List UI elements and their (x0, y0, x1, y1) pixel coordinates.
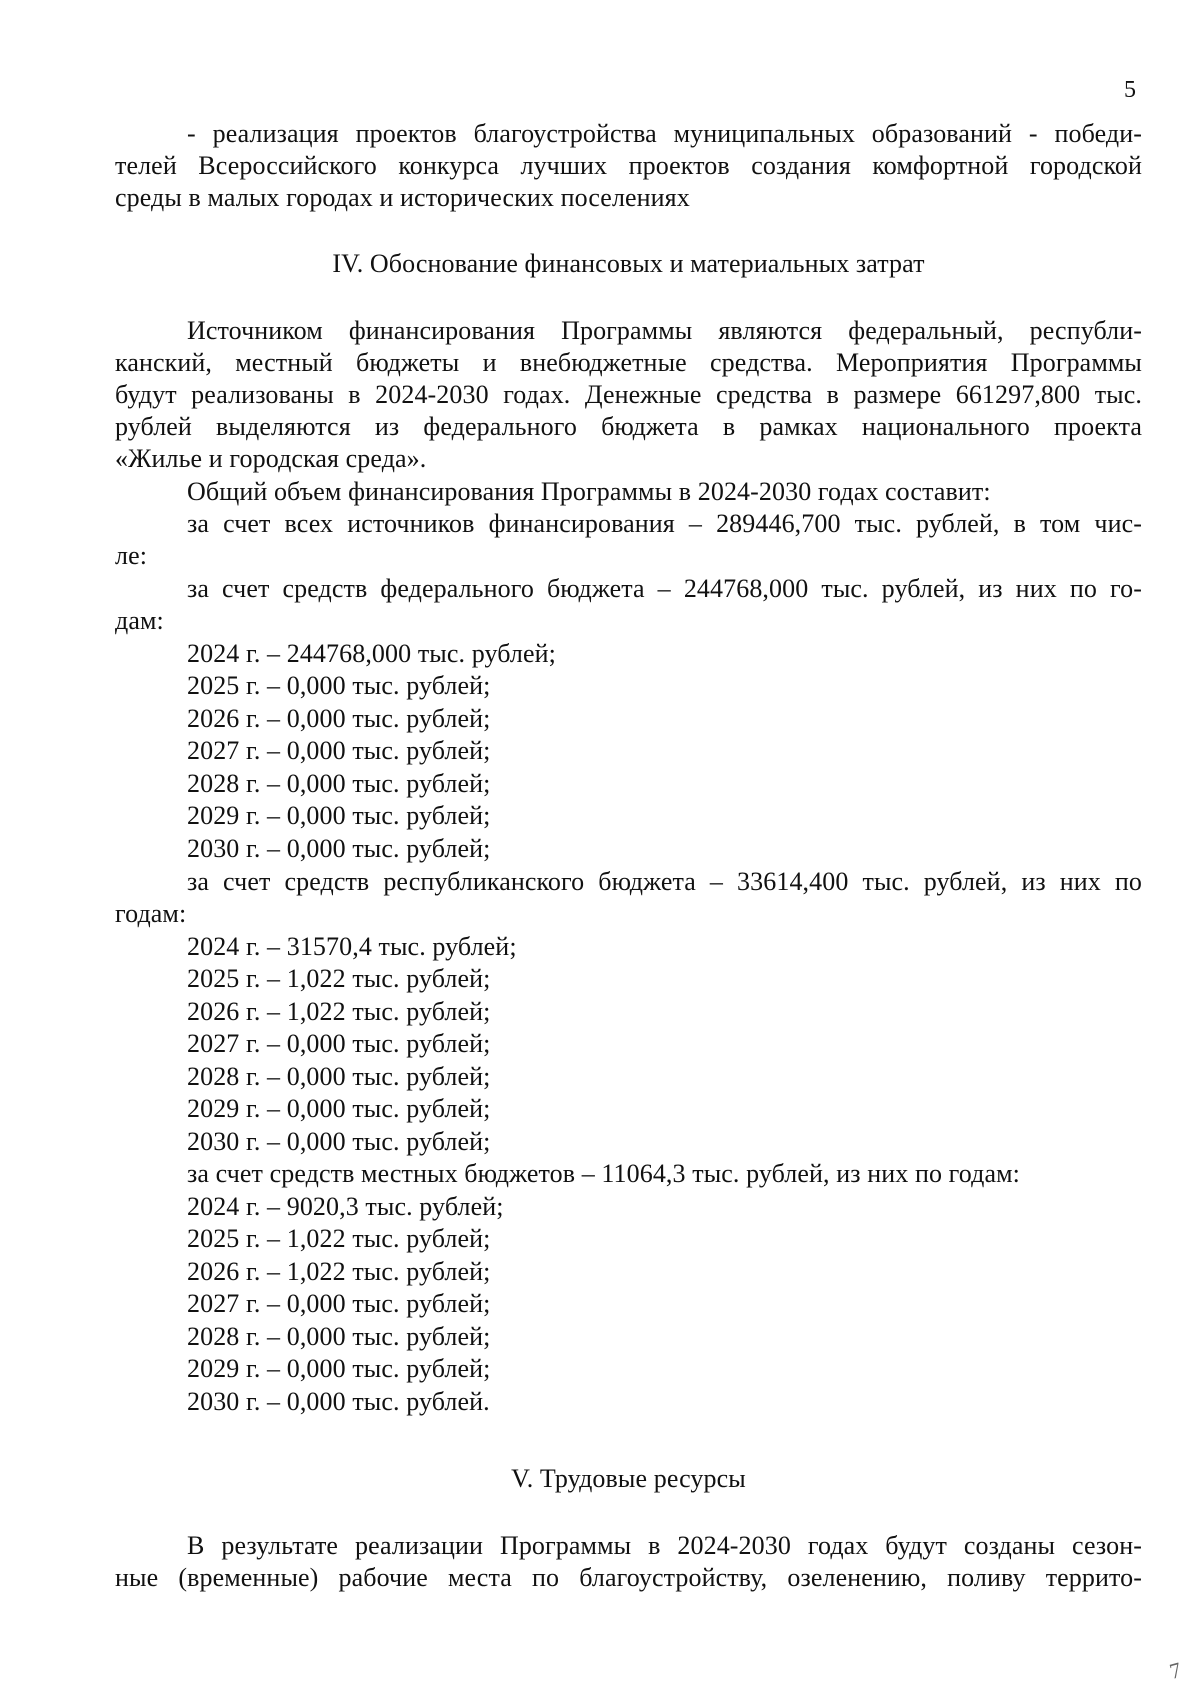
year-line: 2026 г. – 1,022 тыс. рублей; (187, 997, 491, 1026)
year-line: 2025 г. – 0,000 тыс. рублей; (187, 671, 491, 700)
text-line: Общий объем финансирования Программы в 2024-2030 годах составит: (187, 477, 991, 506)
text-line: рублей выделяются из федерального бюджета в рамках национального проекта (115, 412, 1142, 441)
year-line: 2029 г. – 0,000 тыс. рублей; (187, 1094, 491, 1123)
section-heading-iv: IV. Обоснование финансовых и материальных затрат (332, 249, 925, 278)
year-line: 2025 г. – 1,022 тыс. рублей; (187, 964, 491, 993)
year-line: 2026 г. – 0,000 тыс. рублей; (187, 704, 491, 733)
text-line: будут реализованы в 2024-2030 годах. Денежные средства в размере 661297,800 тыс. (115, 380, 1142, 409)
text-line: ные (временные) рабочие места по благоустройству, озеленению, поливу террито- (115, 1563, 1142, 1592)
text-line: дам: (115, 606, 164, 635)
year-line: 2025 г. – 1,022 тыс. рублей; (187, 1224, 491, 1253)
year-line: 2030 г. – 0,000 тыс. рублей; (187, 834, 491, 863)
text-line: за счет средств республиканского бюджета – 33614,400 тыс. рублей, из них по (187, 867, 1142, 896)
page-number: 5 (1124, 77, 1136, 103)
year-line: 2024 г. – 244768,000 тыс. рублей; (187, 639, 556, 668)
year-line: 2024 г. – 9020,3 тыс. рублей; (187, 1192, 504, 1221)
corner-mark: 7 (1166, 1657, 1184, 1685)
year-line: 2028 г. – 0,000 тыс. рублей; (187, 769, 491, 798)
year-line: 2030 г. – 0,000 тыс. рублей. (187, 1387, 490, 1416)
text-line: ле: (115, 541, 148, 570)
text-line: за счет средств местных бюджетов – 11064,3 тыс. рублей, из них по годам: (187, 1159, 1020, 1188)
year-line: 2026 г. – 1,022 тыс. рублей; (187, 1257, 491, 1286)
text-line: канский, местный бюджеты и внебюджетные средства. Мероприятия Программы (115, 348, 1142, 377)
year-line: 2024 г. – 31570,4 тыс. рублей; (187, 932, 517, 961)
year-line: 2029 г. – 0,000 тыс. рублей; (187, 1354, 491, 1383)
year-line: 2029 г. – 0,000 тыс. рублей; (187, 801, 491, 830)
year-line: 2028 г. – 0,000 тыс. рублей; (187, 1322, 491, 1351)
year-line: 2027 г. – 0,000 тыс. рублей; (187, 736, 491, 765)
text-line: Источником финансирования Программы являются федеральный, республи- (187, 316, 1142, 345)
year-line: 2027 г. – 0,000 тыс. рублей; (187, 1029, 491, 1058)
text-line: за счет всех источников финансирования – 289446,700 тыс. рублей, в том чис- (187, 509, 1142, 538)
year-line: 2028 г. – 0,000 тыс. рублей; (187, 1062, 491, 1091)
text-line: телей Всероссийского конкурса лучших проектов создания комфортной городской (115, 151, 1142, 180)
text-line: за счет средств федерального бюджета – 244768,000 тыс. рублей, из них по го- (187, 574, 1142, 603)
year-line: 2027 г. – 0,000 тыс. рублей; (187, 1289, 491, 1318)
text-line: среды в малых городах и исторических поселениях (115, 183, 690, 212)
text-line: годам: (115, 899, 187, 928)
text-line: «Жилье и городская среда». (115, 444, 427, 473)
section-heading-v: V. Трудовые ресурсы (511, 1464, 746, 1493)
text-line: В результате реализации Программы в 2024-2030 годах будут созданы сезон- (187, 1531, 1142, 1560)
year-line: 2030 г. – 0,000 тыс. рублей; (187, 1127, 491, 1156)
text-line: - реализация проектов благоустройства муниципальных образований - победи- (187, 119, 1142, 148)
